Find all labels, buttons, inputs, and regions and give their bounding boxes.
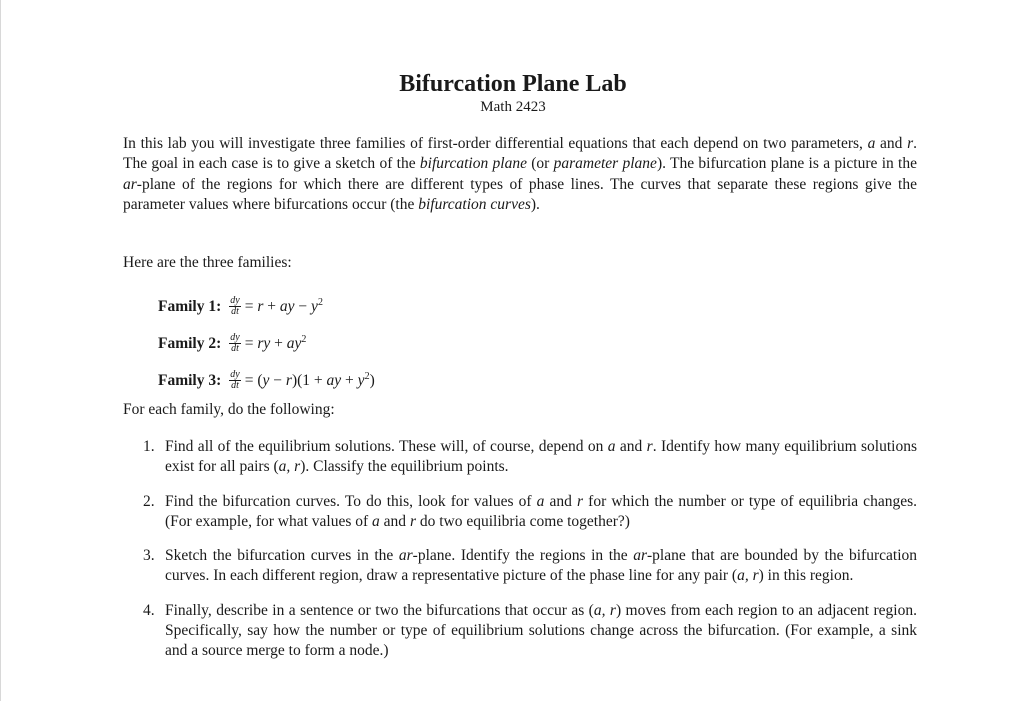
list-item xyxy=(123,546,917,587)
item-text: Finally, describe in a sentence or two the bifurcations that occur as (a, r) moves from each region to an adjacent region. Specifically, say how the number or type of equilibrium solutions change across the bifurcation. (For example, a sink and a source merge to form a node.) xyxy=(165,601,917,660)
item-number: 4. xyxy=(143,601,155,619)
item-number: 3. xyxy=(143,547,155,565)
item-text: Find the bifurcation curves. To do this, look for values of a and r for which the number or type of equilibria changes. (For example, for what values of a and r do two equilibria come together?) xyxy=(165,492,917,530)
family-list xyxy=(158,288,375,399)
document-title: Bifurcation Plane Lab xyxy=(399,71,627,97)
derivative-fraction xyxy=(229,296,240,317)
instructions-heading: For each family, do the following: xyxy=(123,401,335,418)
equation-rhs: = ry + $ay^2$ xyxy=(244,333,307,353)
fraction-denominator: dt xyxy=(231,380,239,391)
item-number: 2. xyxy=(143,492,155,510)
instruction-list xyxy=(123,437,917,662)
family-label: Family 3: xyxy=(158,371,222,389)
derivative-fraction xyxy=(229,370,240,391)
equation-rhs: = r + ay − $y^2$ xyxy=(244,296,323,316)
families-heading: Here are the three families: xyxy=(123,254,292,271)
fraction-numerator: dy xyxy=(230,369,240,380)
list-item xyxy=(123,492,917,533)
equation-rhs: = (y − r)(1 + ay + $y^2$) xyxy=(244,370,375,390)
document-subtitle: Math 2423 xyxy=(480,99,546,115)
fraction-denominator: dt xyxy=(231,306,239,317)
list-item xyxy=(123,601,917,662)
item-text: Find all of the equilibrium solutions. These will, of course, depend on a and r. Identify how many equilibrium solutions exist for all pairs (a, r). Classify the equilibrium points. xyxy=(165,438,917,476)
item-number: 1. xyxy=(143,438,155,455)
list-item xyxy=(123,437,917,478)
fraction-numerator: dy xyxy=(230,295,240,306)
family-2-equation xyxy=(158,325,375,362)
item-text: Sketch the bifurcation curves in the ar-plane. Identify the regions in the ar-plane that are bounded by the bifurcation curves. In each different region, draw a representative picture of the phase line for any pair (a, r) in this region. xyxy=(165,547,917,585)
family-1-equation xyxy=(158,288,375,325)
family-label: Family 1: xyxy=(158,297,222,315)
intro-paragraph: In this lab you will investigate three families of first-order differential equations that each depend on two parameters, a and r. The goal in each case is to give a sketch of the bifurcation plane (or parameter plane). The bifurcation plane is a picture in the ar-plane of the regions for which there are different types of phase lines. The curves that separate these regions give the parameter values where bifurcations occur (the bifurcation curves). xyxy=(123,135,917,213)
fraction-numerator: dy xyxy=(230,332,240,343)
fraction-denominator: dt xyxy=(231,343,239,354)
family-label: Family 2: xyxy=(158,334,222,352)
derivative-fraction xyxy=(229,333,240,354)
family-3-equation xyxy=(158,362,375,399)
